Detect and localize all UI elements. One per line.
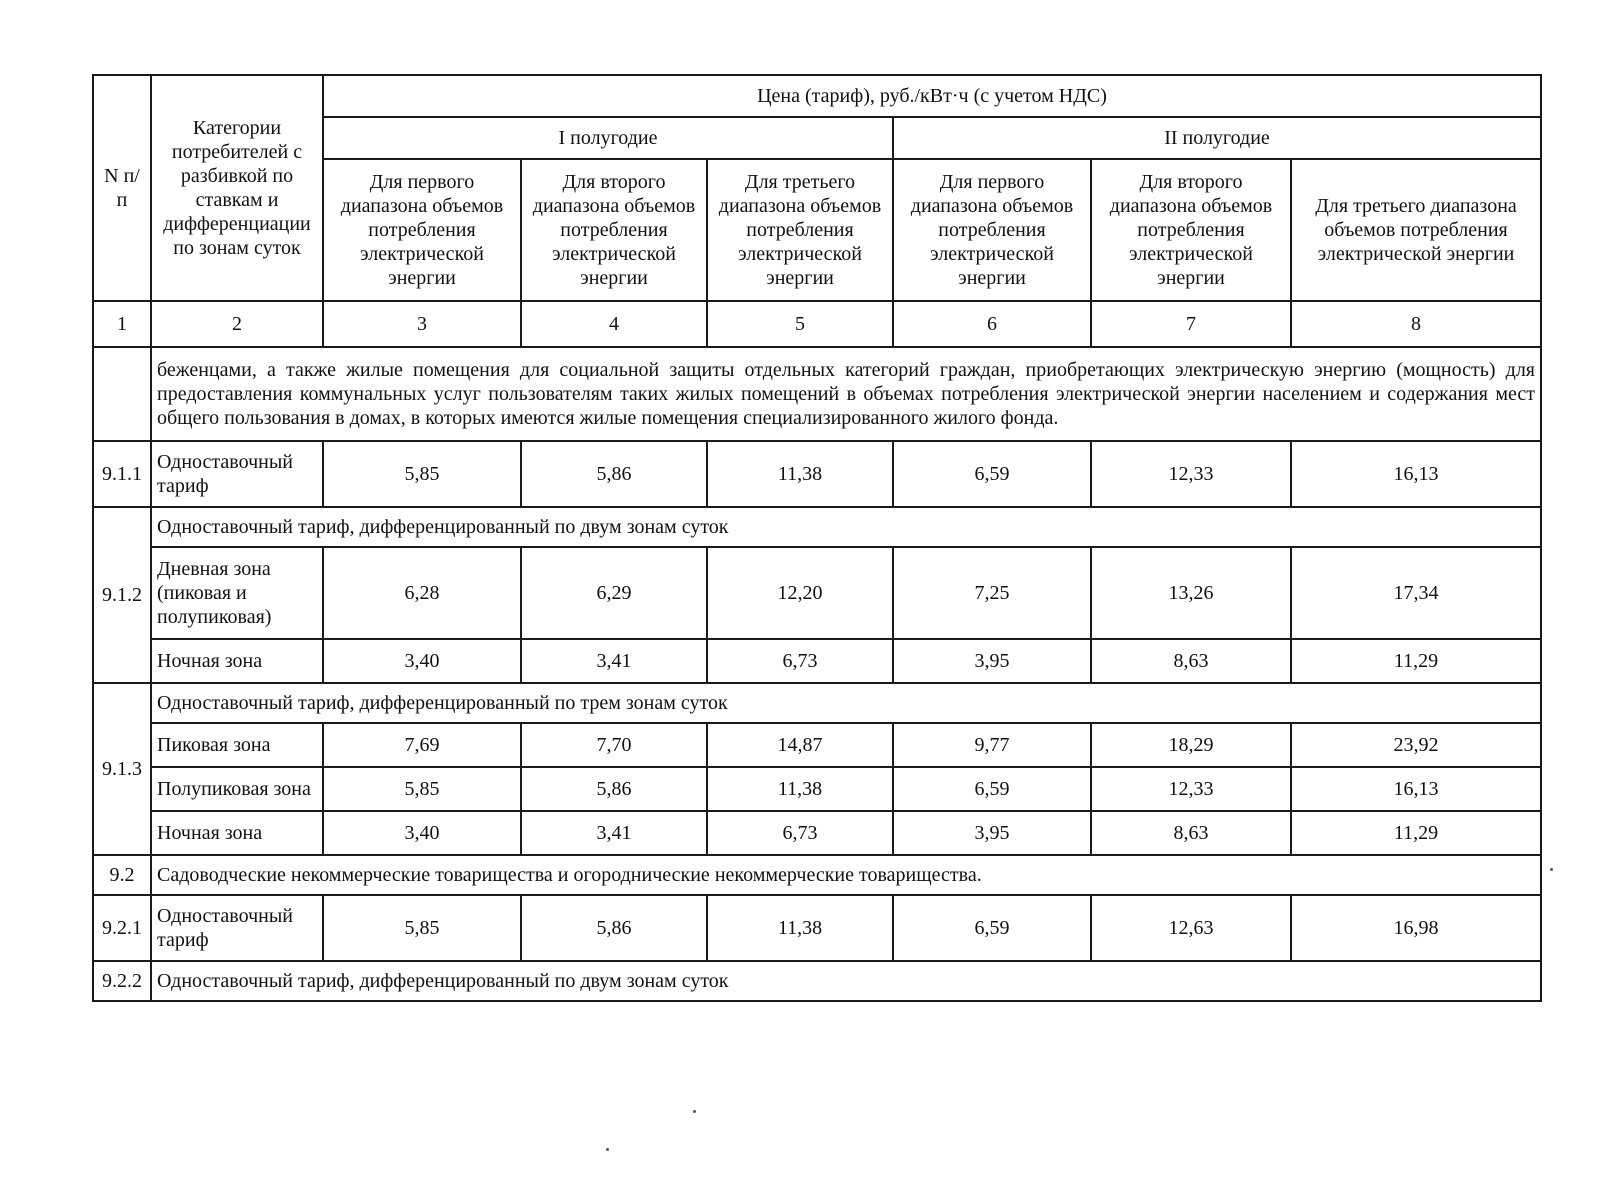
range3-header-h1: Для третьего диапазона объемов потребления электрической энергии	[707, 159, 893, 301]
row-label: Одноставочный тариф	[151, 895, 323, 961]
intro-text: беженцами, а также жилые помещения для социальной защиты отдельных категорий граждан, приобретающих электрическую энергию (мощность) для предоставления коммунальных услуг пользователям таких жилых помещений в объемах потребления электрической энергии населением и содержания мест общего пользования в домах, в которых имеются жилые помещения специализированного жилого фонда.	[151, 347, 1541, 441]
tariff-value: 6,59	[893, 441, 1091, 507]
index-cell: 7	[1091, 301, 1291, 347]
row-label: Одноставочный тариф	[151, 441, 323, 507]
row-9-2	[93, 855, 1541, 895]
tariff-value: 7,25	[893, 547, 1091, 639]
tariff-value: 16,13	[1291, 441, 1541, 507]
tariff-value: 6,28	[323, 547, 521, 639]
range1-header-h2: Для первого диапазона объемов потребления электрической энергии	[893, 159, 1091, 301]
tariff-value: 12,63	[1091, 895, 1291, 961]
tariff-value: 3,95	[893, 639, 1091, 683]
tariff-value: 3,40	[323, 639, 521, 683]
tariff-value: 5,86	[521, 441, 707, 507]
tariff-value: 16,13	[1291, 767, 1541, 811]
tariff-value: 7,69	[323, 723, 521, 767]
tariff-value: 3,41	[521, 811, 707, 855]
index-cell: 3	[323, 301, 521, 347]
tariff-value: 7,70	[521, 723, 707, 767]
row-number: 9.2.2	[93, 961, 151, 1001]
tariff-value: 5,86	[521, 767, 707, 811]
row-9-1-3-title	[93, 683, 1541, 723]
row-number: 9.1.2	[93, 507, 151, 683]
tariff-value: 11,38	[707, 767, 893, 811]
intro-num-cell	[93, 347, 151, 441]
section-title: Одноставочный тариф, дифференцированный по трем зонам суток	[151, 683, 1541, 723]
index-cell: 1	[93, 301, 151, 347]
section-title: Одноставочный тариф, дифференцированный по двум зонам суток	[151, 507, 1541, 547]
section-title: Одноставочный тариф, дифференцированный по двум зонам суток	[151, 961, 1541, 1001]
col-num-header: N п/п	[93, 75, 151, 301]
tariff-value: 23,92	[1291, 723, 1541, 767]
row-9-1-2-day	[93, 547, 1541, 639]
tariff-value: 6,29	[521, 547, 707, 639]
semipeak-zone-label: Полупиковая зона	[151, 767, 323, 811]
range2-header-h2: Для второго диапазона объемов потребления электрической энергии	[1091, 159, 1291, 301]
row-9-1-2-title	[93, 507, 1541, 547]
price-header: Цена (тариф), руб./кВт·ч (с учетом НДС)	[323, 75, 1541, 117]
range2-header-h1: Для второго диапазона объемов потребления электрической энергии	[521, 159, 707, 301]
index-cell: 6	[893, 301, 1091, 347]
tariff-value: 12,20	[707, 547, 893, 639]
index-cell: 8	[1291, 301, 1541, 347]
day-zone-label	[151, 547, 323, 639]
row-9-2-2	[93, 961, 1541, 1001]
tariff-value: 6,59	[893, 767, 1091, 811]
index-cell: 4	[521, 301, 707, 347]
tariff-value: 18,29	[1091, 723, 1291, 767]
tariff-value: 5,85	[323, 767, 521, 811]
tariff-value: 3,95	[893, 811, 1091, 855]
tariff-value: 5,86	[521, 895, 707, 961]
tariff-value: 3,41	[521, 639, 707, 683]
row-9-1-1	[93, 441, 1541, 507]
range3-header-h2: Для третьего диапазона объемов потребления электрической энергии	[1291, 159, 1541, 301]
intro-row	[93, 347, 1541, 441]
tariff-value: 9,77	[893, 723, 1091, 767]
tariff-sheet	[92, 74, 1540, 1002]
scan-speck	[1550, 868, 1553, 871]
index-cell: 2	[151, 301, 323, 347]
tariff-value: 6,73	[707, 639, 893, 683]
night-zone-label: Ночная зона	[151, 811, 323, 855]
tariff-value: 11,38	[707, 895, 893, 961]
tariff-value: 11,38	[707, 441, 893, 507]
tariff-value: 14,87	[707, 723, 893, 767]
row-9-1-3-semipeak	[93, 767, 1541, 811]
half1-header: I полугодие	[323, 117, 893, 159]
tariff-value: 12,33	[1091, 441, 1291, 507]
section-title: Садоводческие некоммерческие товарищества и огороднические некоммерческие товарищества.	[151, 855, 1541, 895]
night-zone-label: Ночная зона	[151, 639, 323, 683]
row-9-1-3-peak	[93, 723, 1541, 767]
col-category-header: Категории потребителей с разбивкой по ставкам и дифференциации по зонам суток	[151, 75, 323, 301]
tariff-value: 8,63	[1091, 639, 1291, 683]
day-zone-label-line1: Дневная зона	[157, 558, 271, 580]
tariff-value: 5,85	[323, 441, 521, 507]
tariff-table	[92, 74, 1542, 1002]
range1-header-h1: Для первого диапазона объемов потребления электрической энергии	[323, 159, 521, 301]
scan-speck	[693, 1110, 696, 1113]
tariff-value: 13,26	[1091, 547, 1291, 639]
tariff-value: 3,40	[323, 811, 521, 855]
row-number: 9.1.1	[93, 441, 151, 507]
row-number: 9.2.1	[93, 895, 151, 961]
day-zone-label-line2: (пиковая и	[157, 582, 247, 604]
tariff-value: 12,33	[1091, 767, 1291, 811]
index-row	[93, 301, 1541, 347]
tariff-value: 6,73	[707, 811, 893, 855]
row-number: 9.2	[93, 855, 151, 895]
row-number: 9.1.3	[93, 683, 151, 855]
tariff-value: 6,59	[893, 895, 1091, 961]
index-cell: 5	[707, 301, 893, 347]
peak-zone-label: Пиковая зона	[151, 723, 323, 767]
tariff-value: 17,34	[1291, 547, 1541, 639]
row-9-1-3-night	[93, 811, 1541, 855]
row-9-2-1	[93, 895, 1541, 961]
tariff-value: 11,29	[1291, 639, 1541, 683]
row-9-1-2-night	[93, 639, 1541, 683]
tariff-value: 8,63	[1091, 811, 1291, 855]
tariff-value: 11,29	[1291, 811, 1541, 855]
scan-speck	[606, 1148, 609, 1151]
day-zone-label-line3: полупиковая)	[157, 606, 272, 628]
tariff-value: 16,98	[1291, 895, 1541, 961]
half2-header: II полугодие	[893, 117, 1541, 159]
tariff-value: 5,85	[323, 895, 521, 961]
header-row-1	[93, 75, 1541, 117]
